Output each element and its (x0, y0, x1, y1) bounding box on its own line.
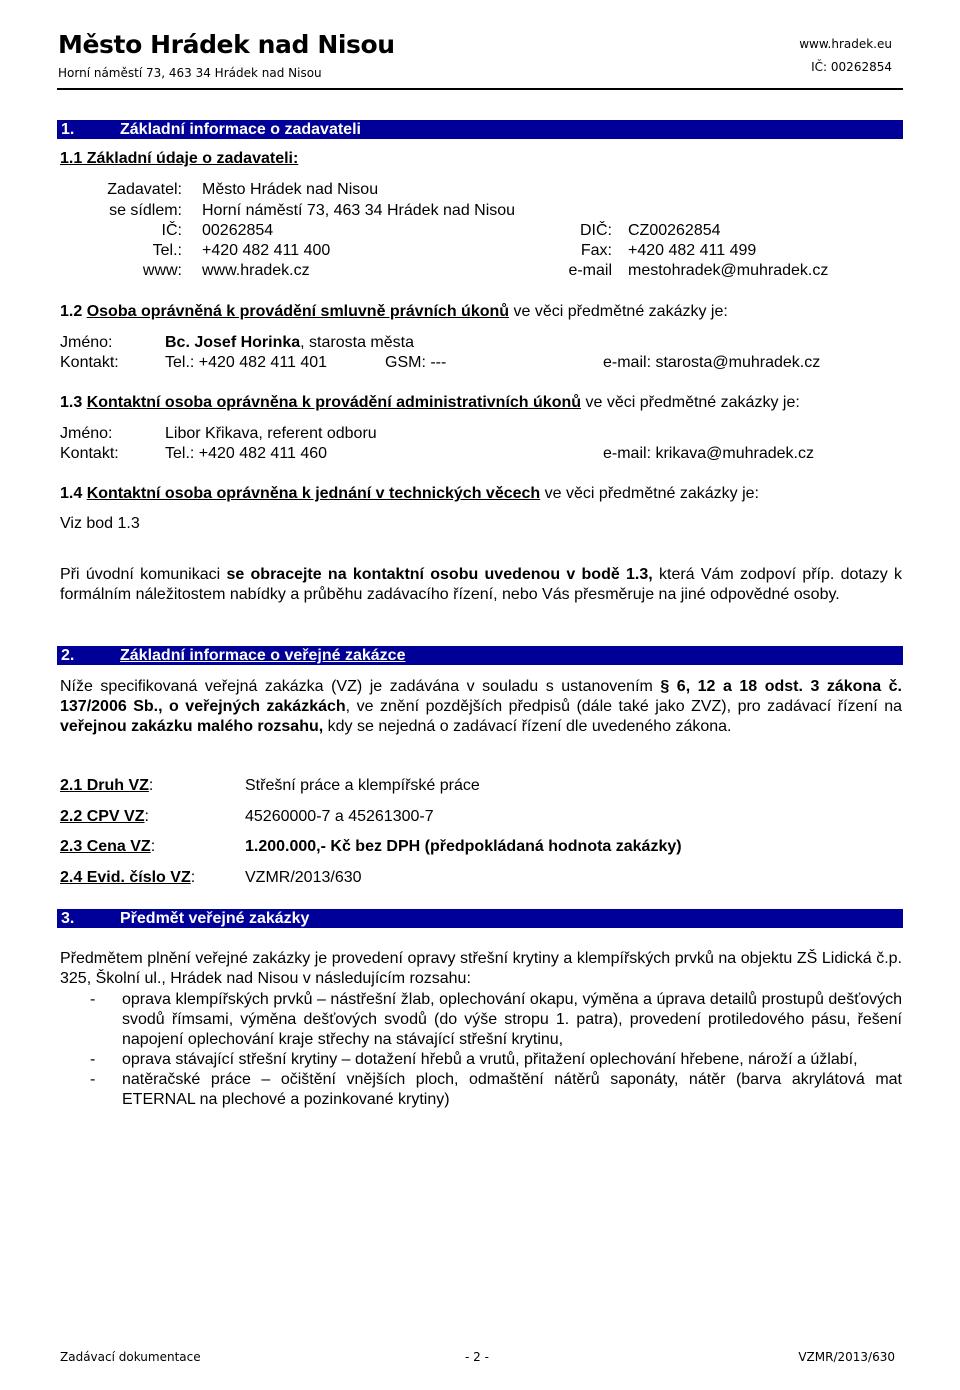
scope-item-text: oprava stávající střešní krytiny – dotažení hřebů a vrutů, přitažení oplechování hřebene, nároží a úžlabí, (122, 1051, 858, 1068)
sub3-kontakt-label: Kontakt: (60, 445, 119, 462)
footer-left: Zadávací dokumentace (60, 1350, 201, 1364)
subsection-1-2-rest: ve věci předmětné zakázky je: (513, 303, 728, 320)
section-2-title: Základní informace o veřejné zakázce (120, 647, 406, 664)
email-label: e-mail (568, 262, 612, 279)
evid-label-text: 2.4 Evid. číslo VZ (60, 869, 191, 886)
viz-bod: Viz bod 1.3 (60, 515, 140, 532)
s2-p4: veřejnou zakázku malého rozsahu, (60, 718, 324, 735)
evid-colon: : (190, 869, 196, 886)
sub2-jmeno-name: Bc. Josef Horinka (165, 334, 301, 351)
org-name: Město Hrádek nad Nisou (58, 30, 395, 59)
cpv-label (60, 808, 149, 826)
s2-p2: § 6, 12 a 18 odst. 3 zákona č. 137/2006 Sb., o veřejných zakázkách (60, 678, 902, 715)
section-2-number: 2. (61, 647, 75, 664)
subsection-1-3-heading (60, 394, 800, 412)
contact-note-bold: se obracejte na kontaktní osobu uvedenou v bodě 1.3, (226, 566, 653, 583)
contact-note-post: která Vám zodpoví příp. dotazy k formálním náležitostem nabídky a průběhu zadávacího řízení, nebo Vás přesměruje na jiné odpovědné osoby. (60, 566, 903, 603)
s2-p1: Níže specifikovaná veřejná zakázka (VZ) je zadávána v souladu s ustanovením (60, 678, 653, 695)
subsection-1-2-title: Osoba oprávněná k provádění smluvně právních úkonů (86, 303, 510, 320)
subsection-1-2-heading (60, 303, 728, 321)
contact-note (60, 565, 902, 605)
scope-item (60, 1070, 902, 1110)
tel-value: +420 482 411 400 (202, 242, 331, 259)
cpv-label-text: 2.2 CPV VZ (60, 808, 145, 825)
tel-label: Tel.: (152, 242, 182, 259)
sub2-email: e-mail: starosta@muhradek.cz (603, 354, 821, 371)
www-value: www.hradek.cz (202, 262, 310, 279)
zadavatel-value: Město Hrádek nad Nisou (202, 181, 379, 198)
sub3-tel: Tel.: +420 482 411 460 (165, 445, 328, 462)
sub3-jmeno-label: Jméno: (60, 425, 113, 442)
fax-label: Fax: (580, 242, 612, 259)
cena-label (60, 838, 155, 856)
org-address: Horní náměstí 73, 463 34 Hrádek nad Nisou (58, 66, 322, 80)
evid-label (60, 869, 195, 887)
subsection-1-4-number: 1.4 (60, 485, 83, 502)
list-dash: - (90, 1051, 96, 1068)
section-3-bar (57, 909, 903, 928)
contact-note-pre: Při úvodní komunikaci (60, 566, 221, 583)
sidlo-label: se sídlem: (109, 202, 182, 219)
section-1-number: 1. (61, 121, 75, 138)
sub2-kontakt-label: Kontakt: (60, 354, 119, 371)
subsection-1-4-heading (60, 485, 759, 503)
sub2-jmeno-label: Jméno: (60, 334, 113, 351)
sub3-jmeno: Libor Křikava, referent odboru (165, 425, 377, 442)
subsection-1-3-title: Kontaktní osoba oprávněna k provádění administrativních úkonů (86, 394, 582, 411)
org-ico: IČ: 00262854 (811, 60, 892, 74)
scope-item-text: oprava klempířských prvků – nástřešní žlab, oplechování okapu, výměna a úprava detailů prostupů dešťových svodů římsami, výměna dešťových svodů (do výše stropu 1. patra), provedení protiledového pásu, řešení napojení oplechování kraje střechy na stávající střešní krytinu, (122, 991, 902, 1048)
subsection-1-3-number: 1.3 (60, 394, 83, 411)
ic-value: 00262854 (202, 222, 274, 239)
section-2-bar (57, 646, 903, 665)
sub2-tel: Tel.: +420 482 411 401 (165, 354, 328, 371)
list-dash: - (90, 991, 96, 1008)
section-2-paragraph (60, 677, 902, 737)
subsection-1-1-title: 1.1 Základní údaje o zadavateli: (60, 150, 299, 167)
sub2-gsm: GSM: --- (385, 354, 447, 371)
s2-p5: kdy se nejedná o zadávací řízení dle uvedeného zákona. (327, 718, 732, 735)
fax-value: +420 482 411 499 (628, 242, 757, 259)
cpv-value: 45260000-7 a 45261300-7 (245, 808, 434, 825)
footer-right: VZMR/2013/630 (798, 1350, 895, 1364)
cena-colon: : (150, 838, 156, 855)
section-3-title: Předmět veřejné zakázky (120, 910, 310, 927)
subsection-1-4-rest: ve věci předmětné zakázky je: (544, 485, 759, 502)
ic-label: IČ: (161, 222, 182, 239)
druh-colon: : (148, 777, 154, 794)
section-1-title: Základní informace o zadavateli (120, 121, 361, 138)
www-label: www: (142, 262, 182, 279)
cena-label-text: 2.3 Cena VZ (60, 838, 151, 855)
sub2-jmeno (165, 334, 414, 352)
zadavatel-label: Zadavatel: (107, 181, 182, 198)
cpv-colon: : (144, 808, 149, 825)
dic-label: DIČ: (580, 222, 612, 239)
list-dash: - (90, 1071, 96, 1088)
druh-label (60, 777, 153, 795)
section-1-bar (57, 120, 903, 139)
sub3-email: e-mail: krikava@muhradek.cz (603, 445, 814, 462)
dic-value: CZ00262854 (628, 222, 721, 239)
sidlo-value: Horní náměstí 73, 463 34 Hrádek nad Nisou (202, 202, 516, 219)
scope-item (60, 990, 902, 1050)
scope-item (60, 1050, 902, 1070)
sub2-jmeno-role: , starosta města (300, 334, 414, 351)
evid-value: VZMR/2013/630 (245, 869, 362, 886)
subsection-1-2-number: 1.2 (60, 303, 83, 320)
section-3-intro: Předmětem plnění veřejné zakázky je provedení opravy střešní krytiny a klempířských prvků na objektu ZŠ Lidická č.p. 325, Školní ul., Hrádek nad Nisou v následujícím rozsahu: (60, 950, 902, 987)
scope-item-text: natěračské práce – očištění vnějších ploch, odmaštění nátěrů saponáty, nátěr (barva akrylátová mat ETERNAL na plechové a pozinkované krytiny) (122, 1071, 902, 1108)
footer-page-number: - 2 - (465, 1350, 489, 1364)
cena-value: 1.200.000,- Kč bez DPH (předpokládaná hodnota zakázky) (245, 838, 682, 855)
druh-value: Střešní práce a klempířské práce (245, 777, 480, 794)
header-rule (57, 88, 903, 90)
scope-list (60, 990, 902, 1110)
org-web: www.hradek.eu (799, 37, 892, 51)
druh-label-text: 2.1 Druh VZ (60, 777, 149, 794)
email-value: mestohradek@muhradek.cz (628, 262, 829, 279)
subsection-1-3-rest: ve věci předmětné zakázky je: (585, 394, 800, 411)
subsection-1-4-title: Kontaktní osoba oprávněna k jednání v technických věcech (86, 485, 541, 502)
s2-p3: , ve znění pozdějších předpisů (dále také jako ZVZ), pro zadávací řízení na (345, 698, 902, 715)
section-3-number: 3. (61, 910, 75, 927)
